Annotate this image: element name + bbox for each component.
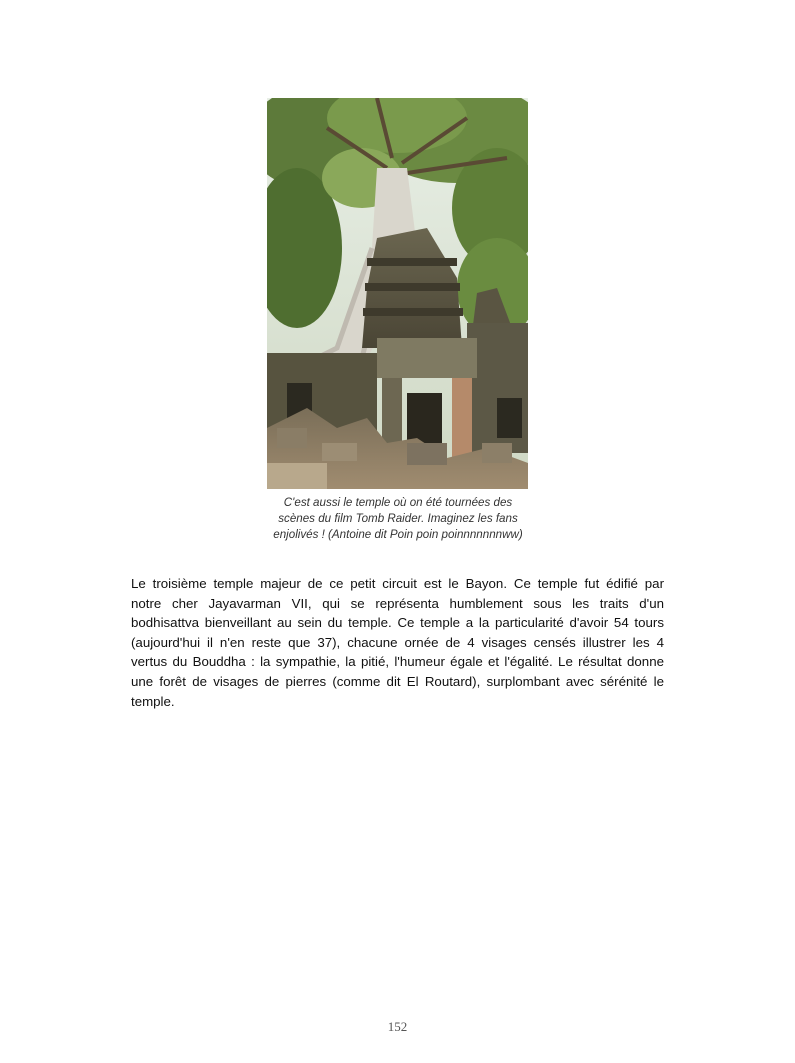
paragraph-line: vertus du Bouddha : la sympathie, la pitié, l'humeur égale et l'égalité. Le résultat donne bbox=[131, 654, 664, 670]
bayon-paragraph bbox=[131, 574, 664, 711]
paragraph-line: (aujourd'hui il n'en reste que 37), chacune ornée de 4 visages censés illustrer les 4 bbox=[131, 634, 664, 650]
paragraph-line: une forêt de visages de pierres (comme dit El Routard), surplombant avec sérénité le bbox=[131, 673, 664, 689]
caption-line: scènes du film Tomb Raider. Imaginez les fans bbox=[278, 512, 518, 525]
photo-caption bbox=[250, 495, 546, 543]
caption-line: C'est aussi le temple où on été tournées des bbox=[283, 496, 513, 509]
temple-photo bbox=[267, 98, 528, 489]
paragraph-line: temple. bbox=[131, 693, 175, 709]
paragraph-line: notre cher Jayavarman VII, qui se représenta humblement sous les traits d'un bbox=[131, 595, 664, 611]
temple-photo-illustration bbox=[267, 98, 528, 489]
page-number: 152 bbox=[387, 1019, 408, 1034]
caption-line: enjolivés ! (Antoine dit Poin poin poinnnnnnnww) bbox=[273, 528, 523, 541]
paragraph-line: bodhisattva bienveillant au sein du temple. Ce temple a la particularité d'avoir 54 tours bbox=[131, 615, 664, 631]
paragraph-line: Le troisième temple majeur de ce petit circuit est le Bayon. Ce temple fut édifié par bbox=[131, 576, 664, 591]
